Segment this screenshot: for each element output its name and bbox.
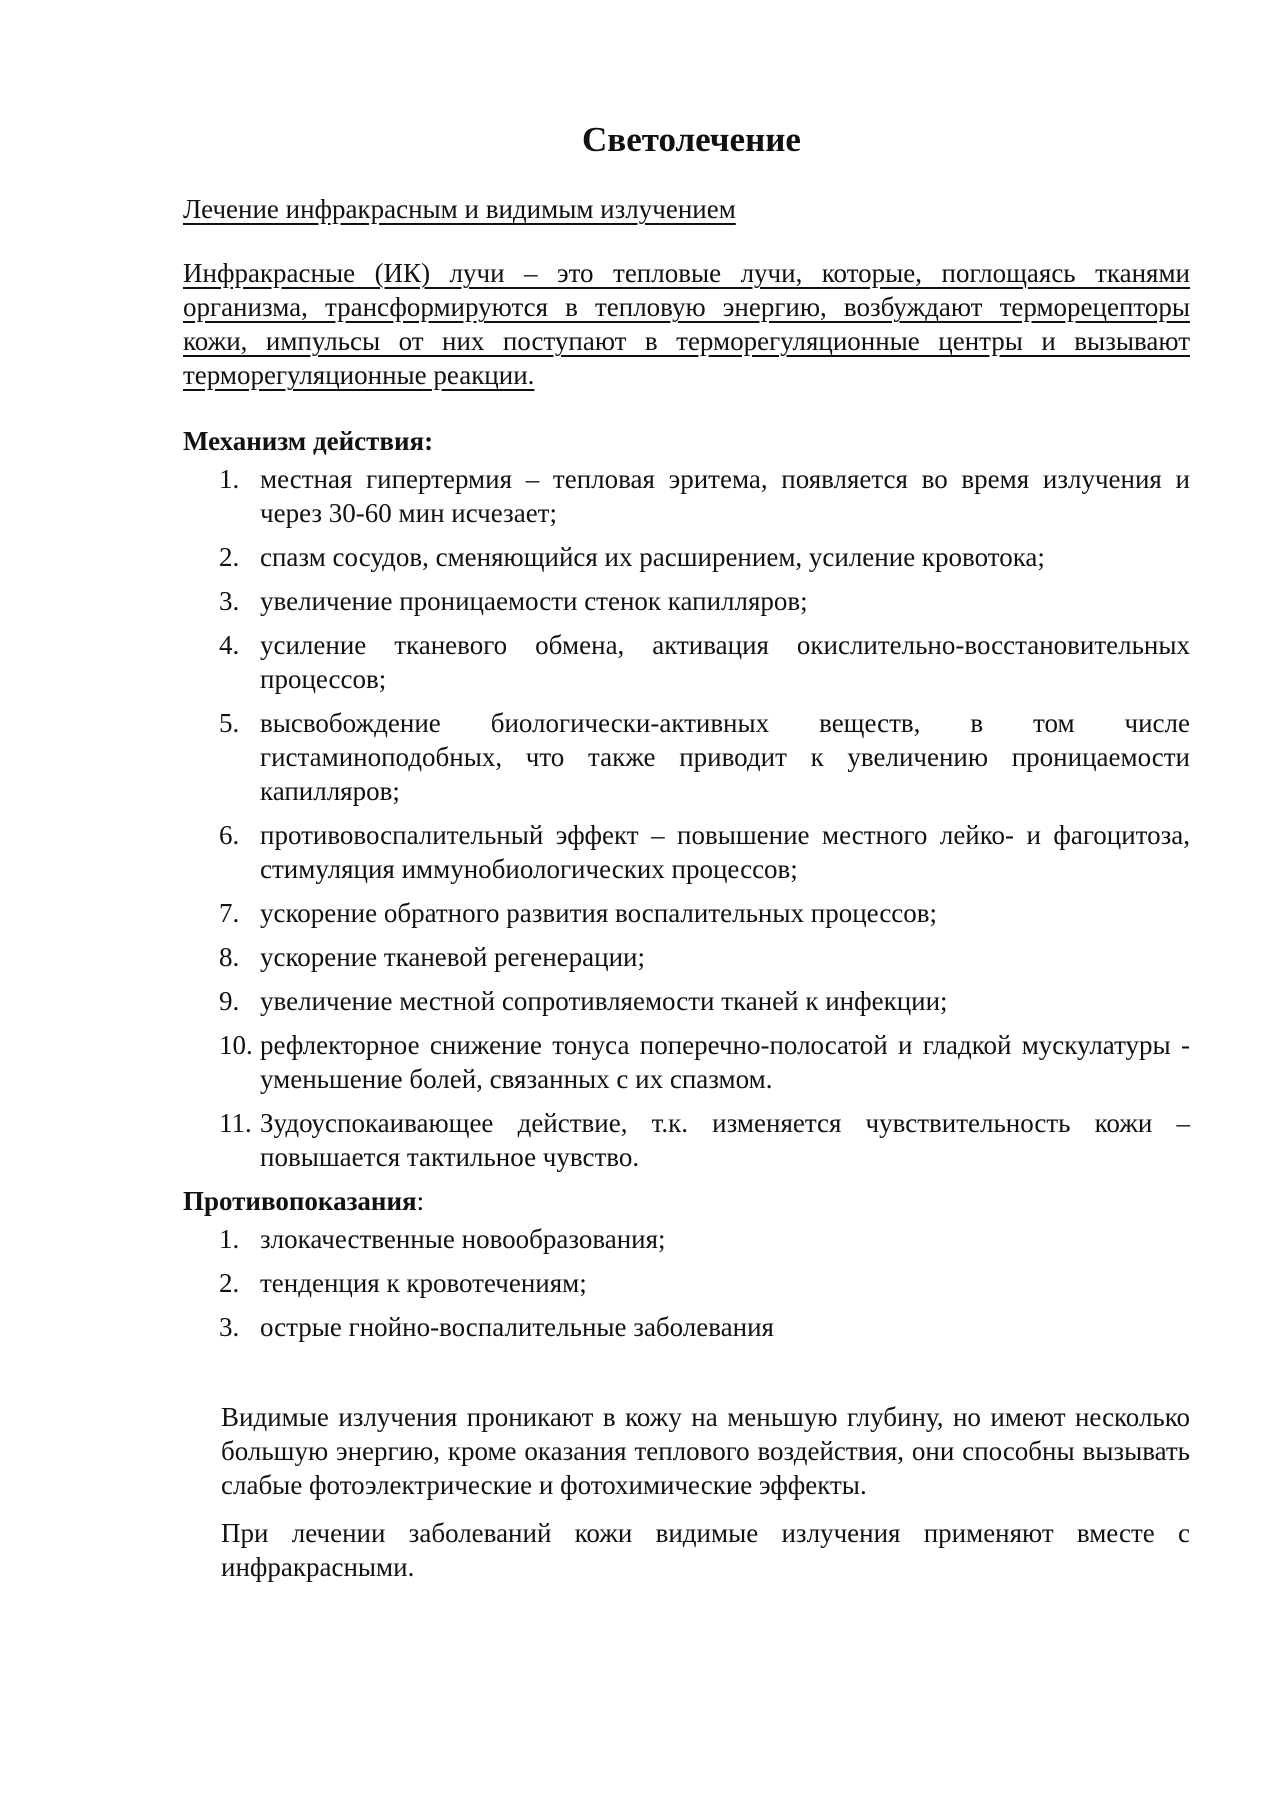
intro-paragraph: Инфракрасные (ИК) лучи – это тепловые лучи, которые, поглощаясь тканями организма, трансформируются в тепловую энергию, возбуждают терморецепторы кожи, импульсы от них поступают в терморегуляционные центры и вызывают терморегуляционные реакции.	[183, 258, 1190, 390]
contraindications-list	[183, 1222, 1190, 1344]
list-item-text: местная гипертермия – тепловая эритема, появляется во время излучения и через 30-60 мин исчезает;	[260, 464, 1190, 528]
list-item-number: 4.	[219, 630, 240, 660]
list-item	[183, 628, 1190, 696]
contraindications-heading-colon: :	[416, 1186, 425, 1216]
list-item-text: усиление тканевого обмена, активация окислительно-восстановительных процессов;	[260, 630, 1190, 694]
list-item	[183, 1266, 1190, 1300]
list-item	[183, 1310, 1190, 1344]
list-item-text: увеличение проницаемости стенок капилляров;	[260, 586, 808, 616]
list-item-text: высвобождение биологически-активных веществ, в том числе гистаминоподобных, что также приводит к увеличению проницаемости капилляров;	[260, 708, 1190, 806]
list-item	[183, 940, 1190, 974]
mechanism-list	[183, 462, 1190, 1174]
list-item-text: спазм сосудов, сменяющийся их расширением, усиление кровотока;	[260, 542, 1045, 572]
list-item-number: 2.	[219, 542, 240, 572]
list-item-text: ускорение тканевой регенерации;	[260, 942, 645, 972]
list-item	[183, 706, 1190, 808]
list-item-number: 6.	[219, 820, 240, 850]
list-item	[183, 896, 1190, 930]
list-item	[183, 1028, 1190, 1096]
list-item-number: 9.	[219, 986, 240, 1016]
contraindications-heading-text: Противопоказания	[183, 1186, 417, 1216]
mechanism-heading-text: Механизм действия:	[183, 426, 434, 456]
list-item-number: 5.	[219, 708, 240, 738]
list-item-number: 1.	[219, 464, 240, 494]
contraindications-heading	[183, 1184, 1190, 1218]
list-item-number: 1.	[219, 1224, 240, 1254]
list-item	[183, 1222, 1190, 1256]
list-item	[183, 818, 1190, 886]
list-item-text: острые гнойно-воспалительные заболевания	[260, 1312, 774, 1342]
list-item	[183, 584, 1190, 618]
list-item-text: ускорение обратного развития воспалительных процессов;	[260, 898, 938, 928]
list-item-text: тенденция к кровотечениям;	[260, 1268, 587, 1298]
list-item-text: рефлекторное снижение тонуса поперечно-полосатой и гладкой мускулатуры - уменьшение болей, связанных с их спазмом.	[260, 1030, 1190, 1094]
visible-radiation-paragraph: Видимые излучения проникают в кожу на меньшую глубину, но имеют несколько большую энергию, кроме оказания теплового воздействия, они способны вызывать слабые фотоэлектрические и фотохимические эффекты.	[221, 1402, 1190, 1500]
section-spacer	[183, 1354, 1190, 1400]
section-subtitle: Лечение инфракрасным и видимым излучением	[183, 194, 736, 224]
list-item	[183, 540, 1190, 574]
list-item-number: 10.	[219, 1030, 253, 1060]
mechanism-heading	[183, 424, 1190, 458]
list-item-number: 3.	[219, 586, 240, 616]
skin-treatment-paragraph: При лечении заболеваний кожи видимые излучения применяют вместе с инфракрасными.	[221, 1518, 1190, 1582]
list-item-number: 2.	[219, 1268, 240, 1298]
list-item	[183, 984, 1190, 1018]
list-item	[183, 462, 1190, 530]
list-item-text: увеличение местной сопротивляемости тканей к инфекции;	[260, 986, 948, 1016]
list-item-number: 8.	[219, 942, 240, 972]
list-item-number: 3.	[219, 1312, 240, 1342]
list-item-text: противовоспалительный эффект – повышение местного лейко- и фагоцитоза, стимуляция иммунобиологических процессов;	[260, 820, 1190, 884]
list-item-number: 11.	[219, 1108, 252, 1138]
list-item	[183, 1106, 1190, 1174]
list-item-text: Зудоуспокаивающее действие, т.к. изменяется чувствительность кожи – повышается тактильное чувство.	[260, 1108, 1190, 1172]
list-item-number: 7.	[219, 898, 240, 928]
list-item-text: злокачественные новообразования;	[260, 1224, 666, 1254]
page-title: Светолечение	[582, 120, 801, 159]
